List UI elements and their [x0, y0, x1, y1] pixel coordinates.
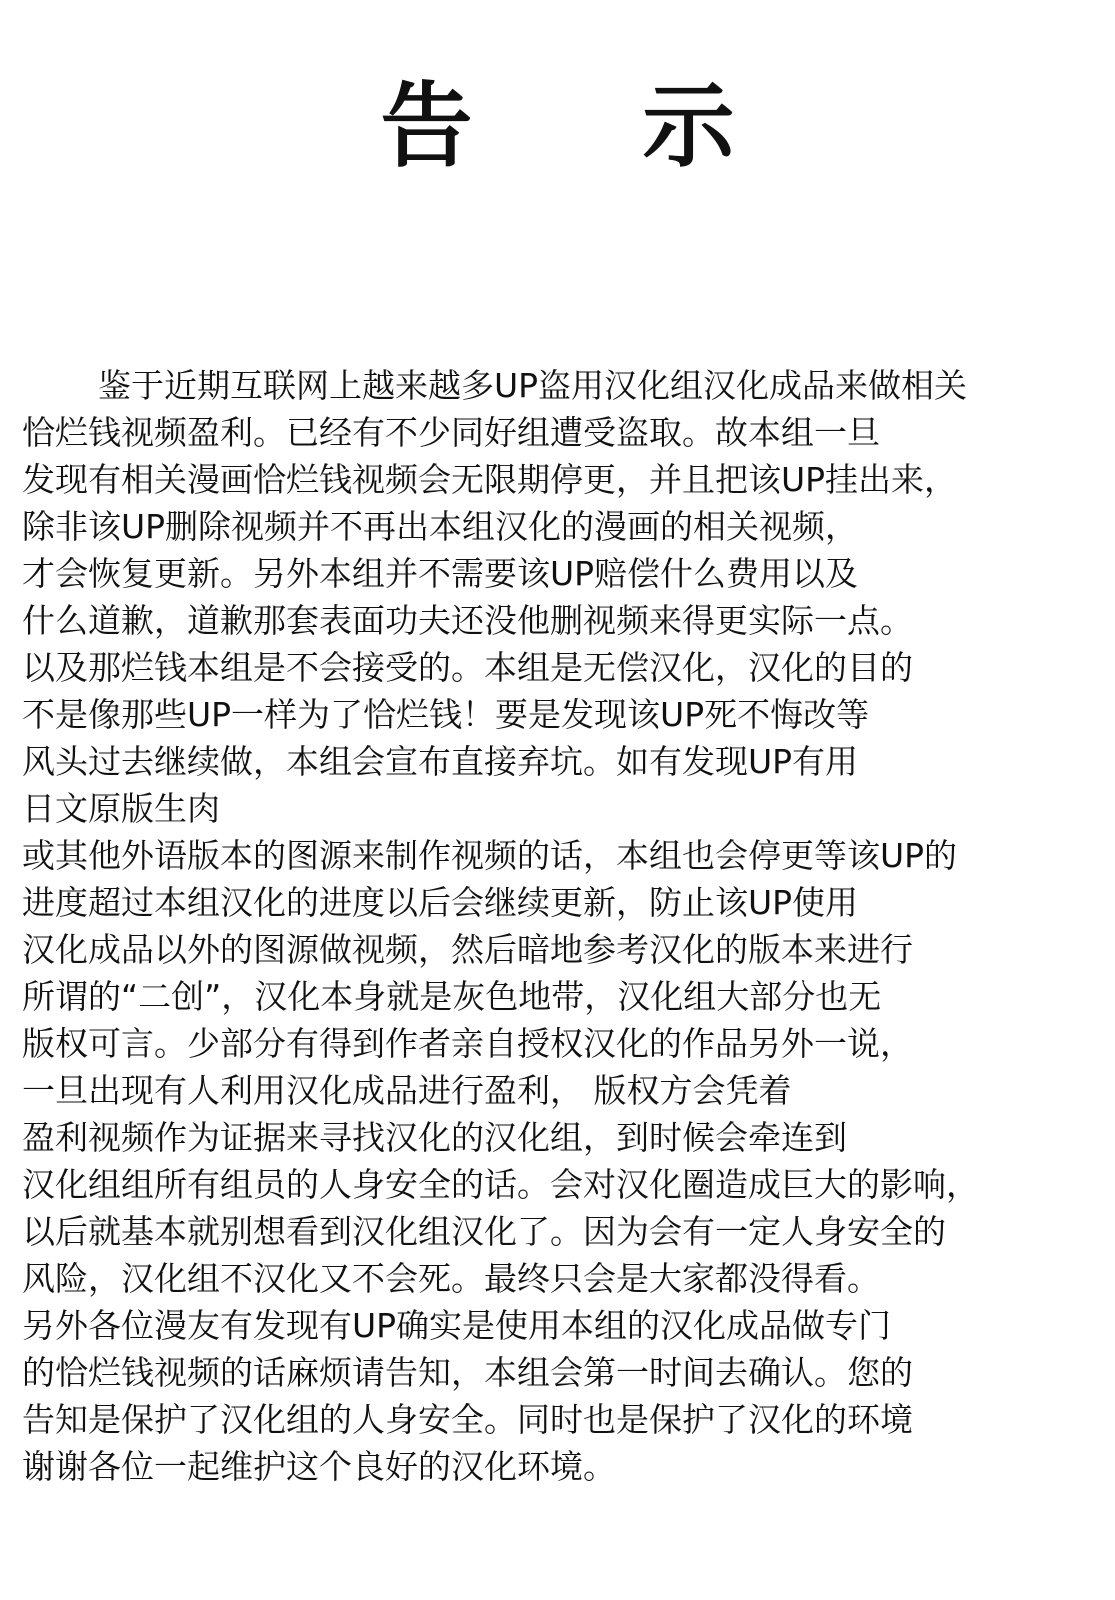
notice-line: 不是像那些UP一样为了恰烂钱！要是发现该UP死不悔改等	[22, 695, 870, 734]
notice-line: 鉴于近期互联网上越来越多UP盗用汉化组汉化成品来做相关	[98, 366, 968, 405]
notice-line: 所谓的“二创”，汉化本身就是灰色地带，汉化组大部分也无	[22, 977, 882, 1016]
notice-line: 汉化组组所有组员的人身安全的话。会对汉化圈造成巨大的影响，	[22, 1165, 979, 1204]
notice-line: 才会恢复更新。另外本组并不需要该UP赔偿什么费用以及	[22, 554, 859, 593]
notice-line: 谢谢各位一起维护这个良好的汉化环境。	[22, 1447, 616, 1486]
notice-line: 的恰烂钱视频的话麻烦请告知，本组会第一时间去确认。您的	[22, 1353, 913, 1392]
notice-line: 恰烂钱视频盈利。已经有不少同好组遭受盗取。故本组一旦	[22, 413, 880, 452]
notice-line: 告知是保护了汉化组的人身安全。同时也是保护了汉化的环境	[22, 1400, 913, 1439]
notice-line: 除非该UP删除视频并不再出本组汉化的漫画的相关视频，	[22, 507, 859, 546]
title-char-2: 示	[642, 73, 735, 180]
notice-line: 汉化成品以外的图源做视频，然后暗地参考汉化的版本来进行	[22, 930, 913, 969]
notice-body	[22, 362, 1097, 1490]
notice-line: 风头过去继续做，本组会宣布直接弃坑。如有发现UP有用	[22, 742, 859, 781]
notice-line: 什么道歉，道歉那套表面功夫还没他删视频来得更实际一点。	[22, 601, 913, 640]
notice-line: 盈利视频作为证据来寻找汉化的汉化组，到时候会牵连到	[22, 1118, 847, 1157]
notice-line: 风险，汉化组不汉化又不会死。最终只会是大家都没得看。	[22, 1259, 880, 1298]
notice-line: 日文原版生肉	[22, 789, 220, 828]
title-char-1: 告	[380, 73, 473, 180]
notice-line: 一旦出现有人利用汉化成品进行盈利， 版权方会凭着	[22, 1071, 792, 1110]
notice-line: 以后就基本就别想看到汉化组汉化了。因为会有一定人身安全的	[22, 1212, 946, 1251]
notice-line: 进度超过本组汉化的进度以后会继续更新，防止该UP使用	[22, 883, 859, 922]
notice-line: 或其他外语版本的图源来制作视频的话，本组也会停更等该UP的	[22, 836, 958, 875]
notice-line: 版权可言。少部分有得到作者亲自授权汉化的作品另外一说，	[22, 1024, 913, 1063]
notice-line: 另外各位漫友有发现有UP确实是使用本组的汉化成品做专门	[22, 1306, 892, 1345]
notice-line: 以及那烂钱本组是不会接受的。本组是无偿汉化，汉化的目的	[22, 648, 913, 687]
page-title	[0, 72, 1115, 182]
notice-line: 发现有相关漫画恰烂钱视频会无限期停更，并且把该UP挂出来，	[22, 460, 958, 499]
